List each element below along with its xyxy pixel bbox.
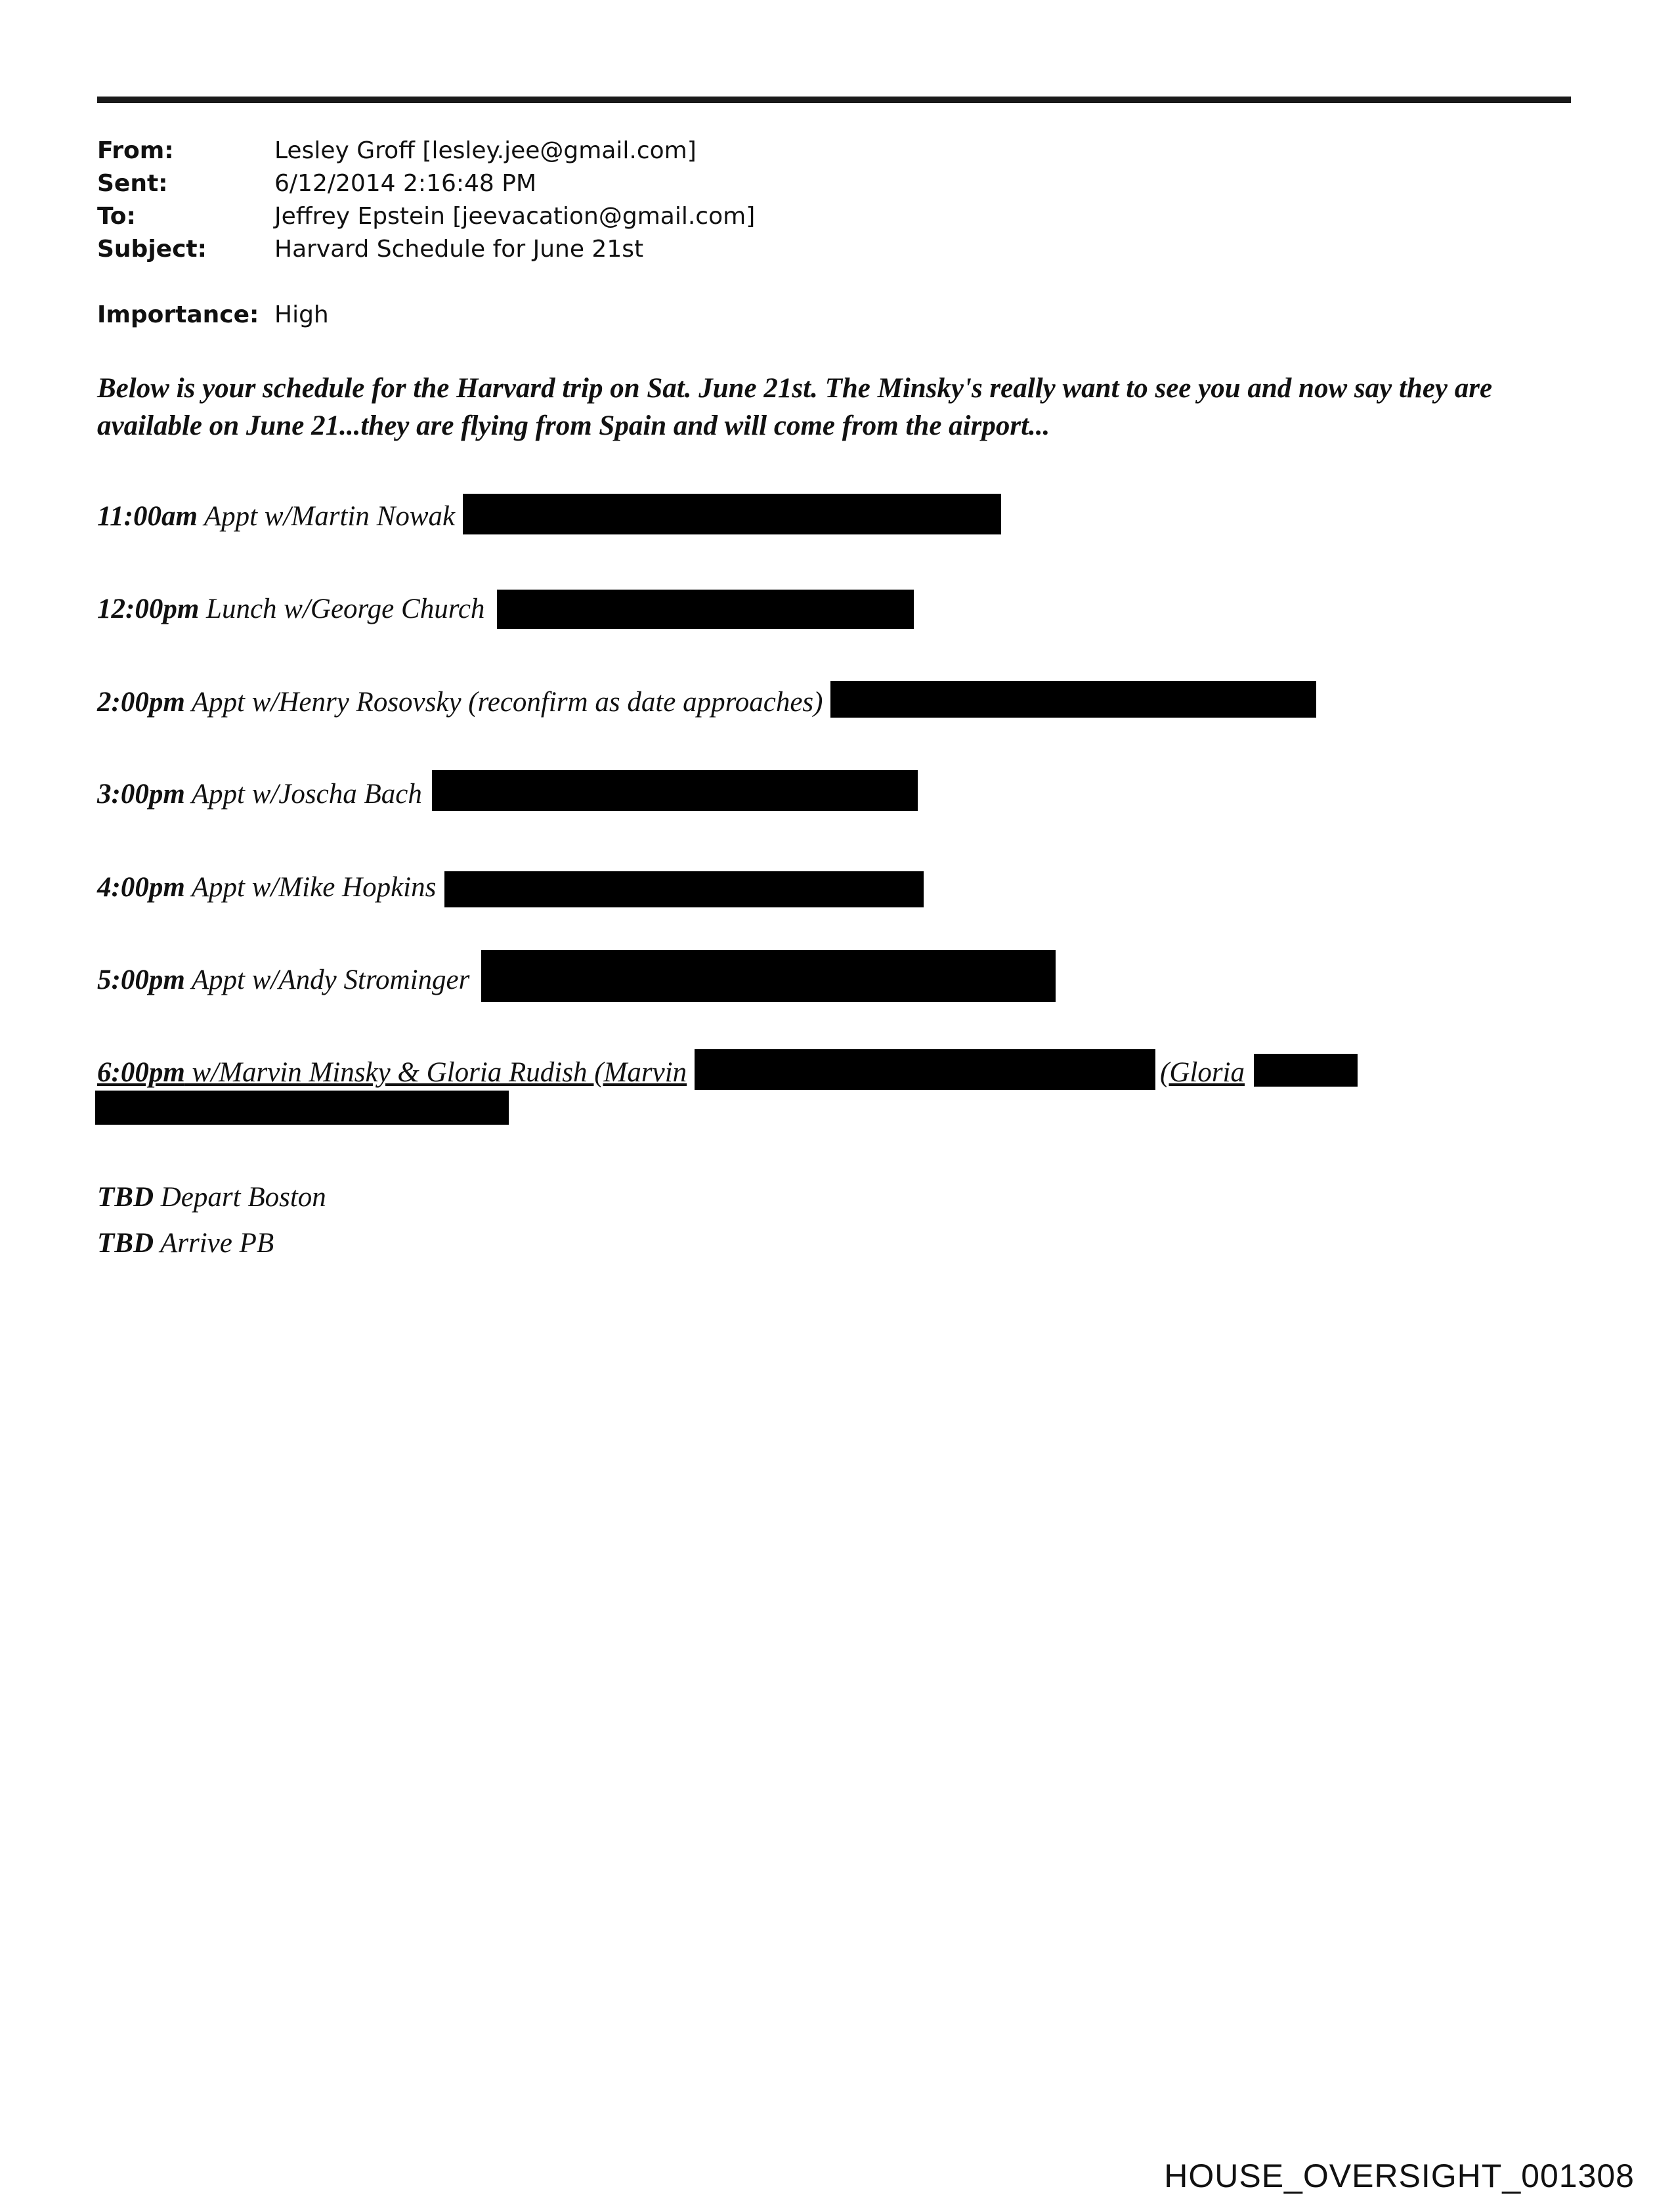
schedule-text: Appt w/Mike Hopkins xyxy=(184,872,437,903)
from-label: From: xyxy=(97,137,174,164)
schedule-time: 5:00pm xyxy=(97,965,185,995)
redaction-box xyxy=(1254,1054,1358,1087)
schedule-item xyxy=(97,590,484,629)
to-value: Jeffrey Epstein [jeevacation@gmail.com] xyxy=(274,203,756,230)
schedule-text: w/Marvin Minsky & Gloria Rudish (Marvin xyxy=(184,1057,687,1088)
redaction-box xyxy=(830,681,1316,718)
tbd-text: Arrive PB xyxy=(154,1228,274,1259)
schedule-time: 12:00pm xyxy=(97,594,200,624)
subject-label: Subject: xyxy=(97,236,207,263)
schedule-text-extra: (Gloria xyxy=(1160,1057,1245,1088)
redaction-box xyxy=(463,494,1001,534)
schedule-item xyxy=(97,868,436,907)
redaction-box xyxy=(497,590,914,629)
schedule-text: Appt w/Martin Nowak xyxy=(197,501,456,532)
schedule-item xyxy=(97,1053,687,1093)
schedule-text: Appt w/Henry Rosovsky (reconfirm as date approaches) xyxy=(184,687,823,718)
bates-number: HOUSE_OVERSIGHT_001308 xyxy=(1164,2158,1635,2194)
tbd-text: Depart Boston xyxy=(154,1182,326,1213)
intro-line: Below is your schedule for the Harvard trip on Sat. June 21st. The Minsky's really want to see you and now say they are xyxy=(97,373,1493,404)
redaction-box xyxy=(695,1049,1155,1090)
tbd-item xyxy=(97,1225,274,1263)
sent-value: 6/12/2014 2:16:48 PM xyxy=(274,170,537,197)
header-rule xyxy=(97,97,1571,103)
from-value: Lesley Groff [lesley.jee@gmail.com] xyxy=(274,137,697,164)
importance-label: Importance: xyxy=(97,301,259,328)
schedule-text: Appt w/Andy Strominger xyxy=(184,965,470,995)
schedule-item xyxy=(97,497,455,536)
intro-paragraph xyxy=(97,370,1574,445)
schedule-time: 4:00pm xyxy=(97,872,185,903)
redaction-box xyxy=(432,770,918,811)
redaction-box xyxy=(95,1091,509,1125)
schedule-item xyxy=(97,775,422,814)
tbd-time: TBD xyxy=(97,1228,154,1259)
tbd-time: TBD xyxy=(97,1182,154,1213)
schedule-text: Lunch w/George Church xyxy=(199,594,485,624)
sent-label: Sent: xyxy=(97,170,168,197)
schedule-item xyxy=(97,683,823,722)
tbd-item xyxy=(97,1179,326,1217)
importance-value: High xyxy=(274,301,329,328)
schedule-time: 3:00pm xyxy=(97,779,185,810)
redaction-box xyxy=(481,950,1056,1002)
schedule-time: 2:00pm xyxy=(97,687,185,718)
to-label: To: xyxy=(97,203,136,230)
schedule-time: 6:00pm xyxy=(97,1057,185,1088)
subject-value: Harvard Schedule for June 21st xyxy=(274,236,644,263)
redaction-box xyxy=(444,871,924,907)
schedule-item xyxy=(97,961,469,1000)
schedule-time: 11:00am xyxy=(97,501,198,532)
schedule-text: Appt w/Joscha Bach xyxy=(184,779,422,810)
intro-line: available on June 21...they are flying from Spain and will come from the airport... xyxy=(97,410,1050,441)
